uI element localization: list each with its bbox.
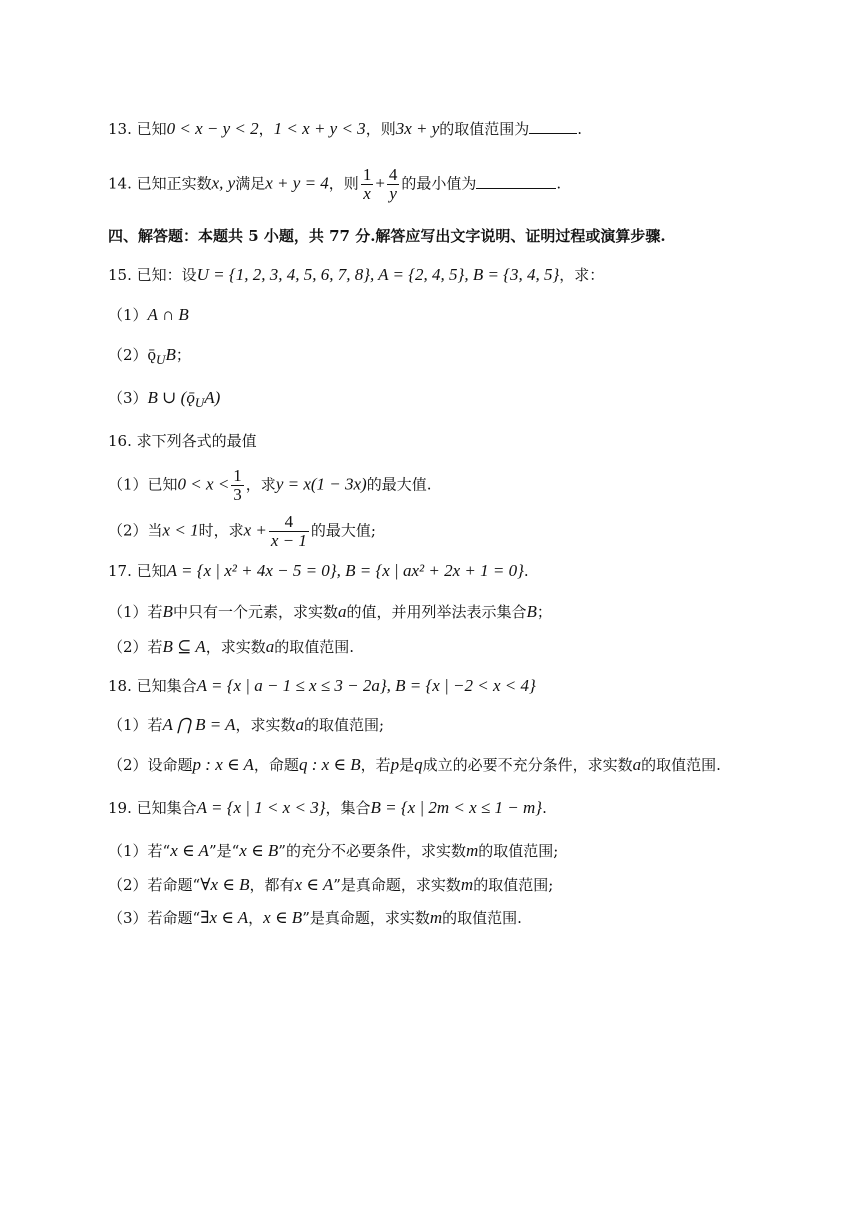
q13-text-2: ， xyxy=(258,120,274,138)
q16-p1-text-2: ，求 xyxy=(245,475,276,494)
q18-p2-label: （2）设命题 xyxy=(108,756,193,774)
q15-text-1: 已知：设 xyxy=(136,266,197,284)
q16-part-2 xyxy=(108,513,828,550)
q14-text-1: 已知正实数 xyxy=(136,174,212,193)
q17-p1-label: （1）若 xyxy=(108,603,163,621)
q16-p2-label: （2）当 xyxy=(108,521,163,540)
q18-number: 18. xyxy=(108,677,137,695)
q17-p1-math-2: a xyxy=(337,602,347,621)
q15-p3-subscript: U xyxy=(194,395,205,410)
q19-p2-label: （2）若命题“ xyxy=(108,876,201,894)
q15-p2-subscript: U xyxy=(156,352,166,367)
q19-p2-text-2: ，都有 xyxy=(249,876,295,894)
q18-p2-math-3: p xyxy=(390,755,400,774)
q19-p3-math-2: x ∈ B xyxy=(263,908,303,927)
q17-p2-math-1: B ⊆ A xyxy=(162,637,206,656)
q13-math-1: 0 < x − y < 2 xyxy=(166,119,259,138)
q19-p2-math-1: ∀x ∈ B xyxy=(200,875,250,894)
q16-p2-text-2: 时，求 xyxy=(198,521,244,540)
q15-part-2 xyxy=(108,344,828,371)
q18-p2-text-5: 成立的必要不充分条件，求实数 xyxy=(422,756,633,774)
q15-math-1: U = {1, 2, 3, 4, 5, 6, 7, 8}, A = {2, 4, 5}, B = {3, 4, 5} xyxy=(196,265,560,284)
q15-p2-math: B xyxy=(165,345,176,364)
q19-p1-math-1: x ∈ A xyxy=(170,841,209,860)
question-14 xyxy=(108,166,828,203)
q13-text-4: 的取值范围为 xyxy=(439,120,530,138)
q16-p2-frac-den: x − 1 xyxy=(270,531,307,550)
q15-text-2: ，求： xyxy=(559,266,605,284)
q19-text-3: . xyxy=(542,799,547,817)
q19-p1-math-3: m xyxy=(465,841,479,860)
q18-p2-text-3: ，若 xyxy=(360,756,391,774)
q18-text-1: 已知集合 xyxy=(136,677,197,695)
q19-p3-text-3: ”是真命题，求实数 xyxy=(302,909,430,927)
q14-math-2: x + y = 4 xyxy=(265,173,329,193)
q17-number: 17. xyxy=(108,562,137,580)
q14-frac1-den: x xyxy=(363,184,371,203)
q15-p2-complement: ǭ xyxy=(147,345,157,364)
q16-p1-math-2: y = x(1 − 3x) xyxy=(275,474,367,494)
q16-p1-math-1: 0 < x < xyxy=(177,474,230,494)
q13-math-3: 3x + y xyxy=(395,119,440,138)
q17-text-1: 已知 xyxy=(136,562,167,580)
q16-number: 16. xyxy=(108,432,137,450)
q18-p2-math-4: q xyxy=(414,755,423,774)
q19-p2-text-3: ”是真命题，求实数 xyxy=(333,876,461,894)
q16-part-1 xyxy=(108,467,828,504)
q16-p2-text-3: 的最大值; xyxy=(310,521,376,540)
q13-answer-blank[interactable] xyxy=(529,119,577,134)
q17-p2-label: （2）若 xyxy=(108,638,163,656)
q16-p1-frac-num: 1 xyxy=(233,466,242,485)
question-16 xyxy=(108,430,828,452)
q15-p3-math-2: A) xyxy=(204,388,221,407)
q15-p1-label: （1） xyxy=(108,306,148,324)
q19-number: 19. xyxy=(108,799,137,817)
q19-p1-math-2: x ∈ B xyxy=(239,841,279,860)
q19-p3-math-1: ∃x ∈ A xyxy=(200,908,249,927)
question-15 xyxy=(108,264,828,286)
q18-p2-text-4: 是 xyxy=(399,756,415,774)
q19-part-3 xyxy=(108,907,828,929)
q13-text-3: ，则 xyxy=(365,120,396,138)
q19-part-1 xyxy=(108,840,828,862)
q16-title: 求下列各式的最值 xyxy=(136,432,257,450)
q17-p2-math-2: a xyxy=(265,637,275,656)
q16-p1-label: （1）已知 xyxy=(108,475,178,494)
q14-frac1-num: 1 xyxy=(362,165,372,184)
q18-p1-label: （1）若 xyxy=(108,716,163,734)
q17-p1-text-3: 的值，并用列举法表示集合 xyxy=(346,603,527,621)
q17-part-1 xyxy=(108,601,828,623)
q17-p2-text-2: ，求实数 xyxy=(205,638,266,656)
q13-text-5: . xyxy=(577,120,583,138)
q19-p1-text-3: ”的充分不必要条件，求实数 xyxy=(278,842,466,860)
q16-p2-math-1: x < 1 xyxy=(162,520,199,540)
q17-p1-math-3: B xyxy=(526,602,537,621)
q15-p2-tail: ； xyxy=(175,346,191,364)
q19-p2-math-3: m xyxy=(460,875,474,894)
question-17 xyxy=(108,560,828,582)
q18-p1-text-2: ，求实数 xyxy=(235,716,296,734)
q15-p1-math: A ∩ B xyxy=(147,305,189,324)
q14-text-5: . xyxy=(556,174,562,193)
q16-p2-frac-num: 4 xyxy=(284,512,294,531)
q18-p2-math-2: q : x ∈ B xyxy=(298,755,361,774)
q19-p3-math-3: m xyxy=(429,908,443,927)
q15-number: 15. xyxy=(108,266,137,284)
q18-p2-math-5: a xyxy=(632,755,642,774)
q18-p1-math-2: a xyxy=(295,715,305,734)
q19-p2-text-4: 的取值范围; xyxy=(473,876,554,894)
q19-p3-label: （3）若命题“ xyxy=(108,909,201,927)
q16-p2-math-2: x + xyxy=(243,520,267,540)
q18-math-1: A = {x | a − 1 ≤ x ≤ 3 − 2a}, B = {x | −2 < x < 4} xyxy=(196,676,536,695)
q14-text-3: ，则 xyxy=(328,174,359,193)
q16-p1-text-3: 的最大值. xyxy=(366,475,432,494)
q16-p1-fraction xyxy=(231,467,244,504)
q17-part-2 xyxy=(108,636,828,658)
question-18 xyxy=(108,675,828,697)
q18-part-2 xyxy=(108,754,828,776)
q19-p1-text-4: 的取值范围; xyxy=(478,842,559,860)
q14-text-2: 满足 xyxy=(235,174,266,193)
q16-p2-fraction xyxy=(269,513,309,550)
q17-p1-math-1: B xyxy=(162,602,173,621)
q18-p2-text-2: ，命题 xyxy=(253,756,299,774)
q19-p2-math-2: x ∈ A xyxy=(294,875,334,894)
q17-p1-text-2: 中只有一个元素，求实数 xyxy=(172,603,338,621)
q14-math-1: x, y xyxy=(211,173,236,193)
q17-text-2: . xyxy=(523,562,529,580)
q15-part-3 xyxy=(108,387,828,414)
q14-fraction-2 xyxy=(387,166,400,203)
q19-p1-text-2: ”是“ xyxy=(208,842,240,860)
q14-plus: + xyxy=(375,173,385,193)
question-19 xyxy=(108,797,828,819)
q18-p2-math-1: p : x ∈ A xyxy=(192,755,254,774)
q14-text-4: 的最小值为 xyxy=(401,174,477,193)
q13-text-1: 已知 xyxy=(136,120,167,138)
q19-p3-text-4: 的取值范围. xyxy=(442,909,522,927)
q19-p3-text-2: ， xyxy=(248,909,264,927)
q15-part-1 xyxy=(108,304,828,326)
q13-number: 13. xyxy=(108,120,137,138)
q19-math-1: A = {x | 1 < x < 3} xyxy=(196,798,326,817)
q14-frac2-den: y xyxy=(389,184,397,203)
q19-p1-label: （1）若“ xyxy=(108,842,171,860)
q19-text-1: 已知集合 xyxy=(136,799,197,817)
q18-p2-text-6: 的取值范围. xyxy=(641,756,721,774)
q14-answer-blank[interactable] xyxy=(476,174,556,189)
q14-number: 14. xyxy=(108,174,137,193)
q14-frac2-num: 4 xyxy=(388,165,398,184)
q19-text-2: ，集合 xyxy=(325,799,371,817)
q17-p1-text-4: ； xyxy=(536,603,552,621)
q19-math-2: B = {x | 2m < x ≤ 1 − m} xyxy=(370,798,543,817)
q18-p1-math-1: A ⋂ B = A xyxy=(162,715,236,734)
q15-p3-math: B ∪ (ǭ xyxy=(147,388,195,407)
q17-p2-text-3: 的取值范围. xyxy=(274,638,355,656)
q17-math-1: A = {x | x² + 4x − 5 = 0}, B = {x | ax² + 2x + 1 = 0} xyxy=(166,561,524,580)
q18-p1-text-3: 的取值范围; xyxy=(304,716,385,734)
q13-math-2: 1 < x + y < 3 xyxy=(273,119,366,138)
q15-p3-label: （3） xyxy=(108,389,148,407)
question-13 xyxy=(108,118,828,140)
q19-part-2 xyxy=(108,874,828,896)
q18-part-1 xyxy=(108,714,828,736)
q16-p1-frac-den: 3 xyxy=(233,485,242,504)
q15-p2-label: （2） xyxy=(108,346,148,364)
section-4-heading: 四、解答题：本题共 5 小题，共 77 分.解答应写出文字说明、证明过程或演算步骤. xyxy=(108,227,666,245)
q14-fraction-1 xyxy=(361,166,374,203)
